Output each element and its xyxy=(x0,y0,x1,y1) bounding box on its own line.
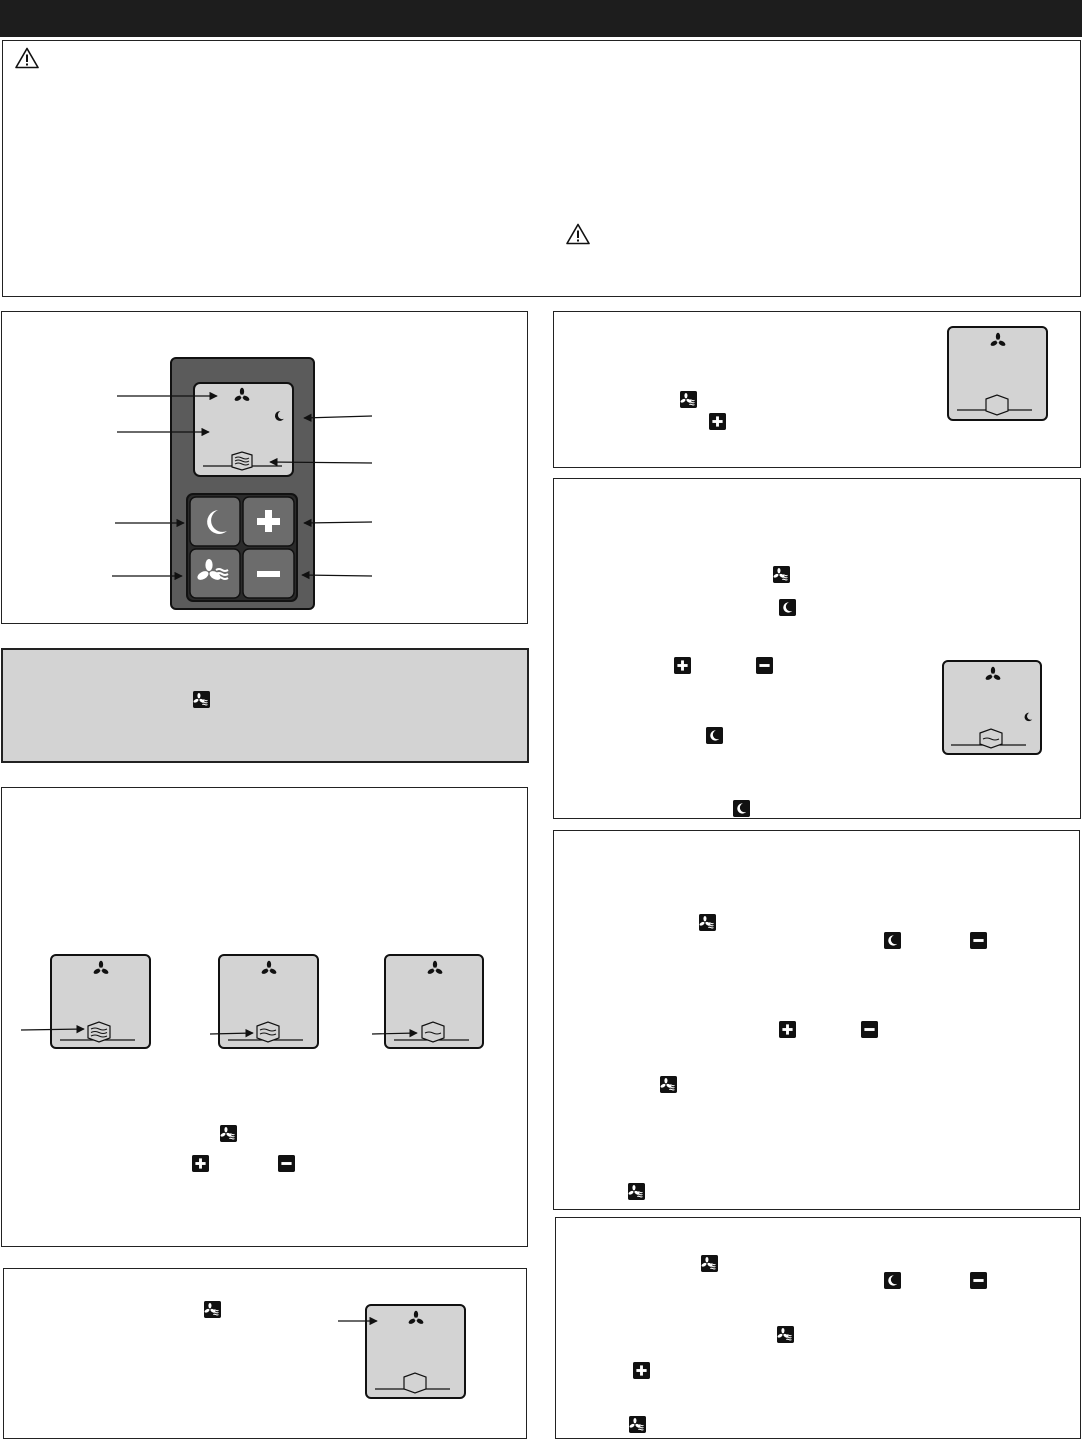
minus-button-icon xyxy=(278,1155,295,1172)
fan-airflow-button-icon xyxy=(629,1416,646,1433)
minus-button-icon xyxy=(970,932,987,949)
warning-triangle-icon xyxy=(15,47,39,69)
plus-button-icon xyxy=(192,1155,209,1172)
fan-airflow-button-icon xyxy=(699,914,716,931)
status-screen xyxy=(4,1269,528,1440)
fan-airflow-button-icon xyxy=(777,1326,794,1343)
moon-sleep-button-icon xyxy=(884,932,901,949)
reset-panel xyxy=(555,1217,1081,1439)
header-bar xyxy=(0,0,1082,37)
sleep-panel xyxy=(553,478,1081,819)
fan-airflow-button-icon xyxy=(628,1183,645,1200)
remote-diagram-panel xyxy=(1,311,528,624)
filter-panel xyxy=(3,1268,527,1439)
warning-triangle-icon xyxy=(566,223,590,245)
boost-panel xyxy=(553,311,1081,468)
status-screen xyxy=(554,312,1082,469)
fan-airflow-button-icon xyxy=(701,1255,718,1272)
airflow-level-screens xyxy=(2,788,529,1248)
remote-control xyxy=(2,312,529,625)
minus-button-icon xyxy=(970,1272,987,1289)
minus-button-icon[interactable] xyxy=(257,571,280,577)
plus-button-icon xyxy=(633,1362,650,1379)
settings-panel xyxy=(553,830,1080,1210)
fan-airflow-button-icon xyxy=(193,691,210,708)
note-box xyxy=(1,648,529,763)
moon-sleep-button-icon xyxy=(884,1272,901,1289)
status-screen xyxy=(554,479,1082,820)
airflow-levels-panel xyxy=(1,787,528,1247)
fan-airflow-button-icon xyxy=(220,1125,237,1142)
plus-button-icon xyxy=(779,1021,796,1038)
fan-airflow-button-icon xyxy=(660,1076,677,1093)
minus-button-icon xyxy=(861,1021,878,1038)
airflow-level-icon xyxy=(232,452,252,470)
warnings-panel xyxy=(2,40,1081,297)
